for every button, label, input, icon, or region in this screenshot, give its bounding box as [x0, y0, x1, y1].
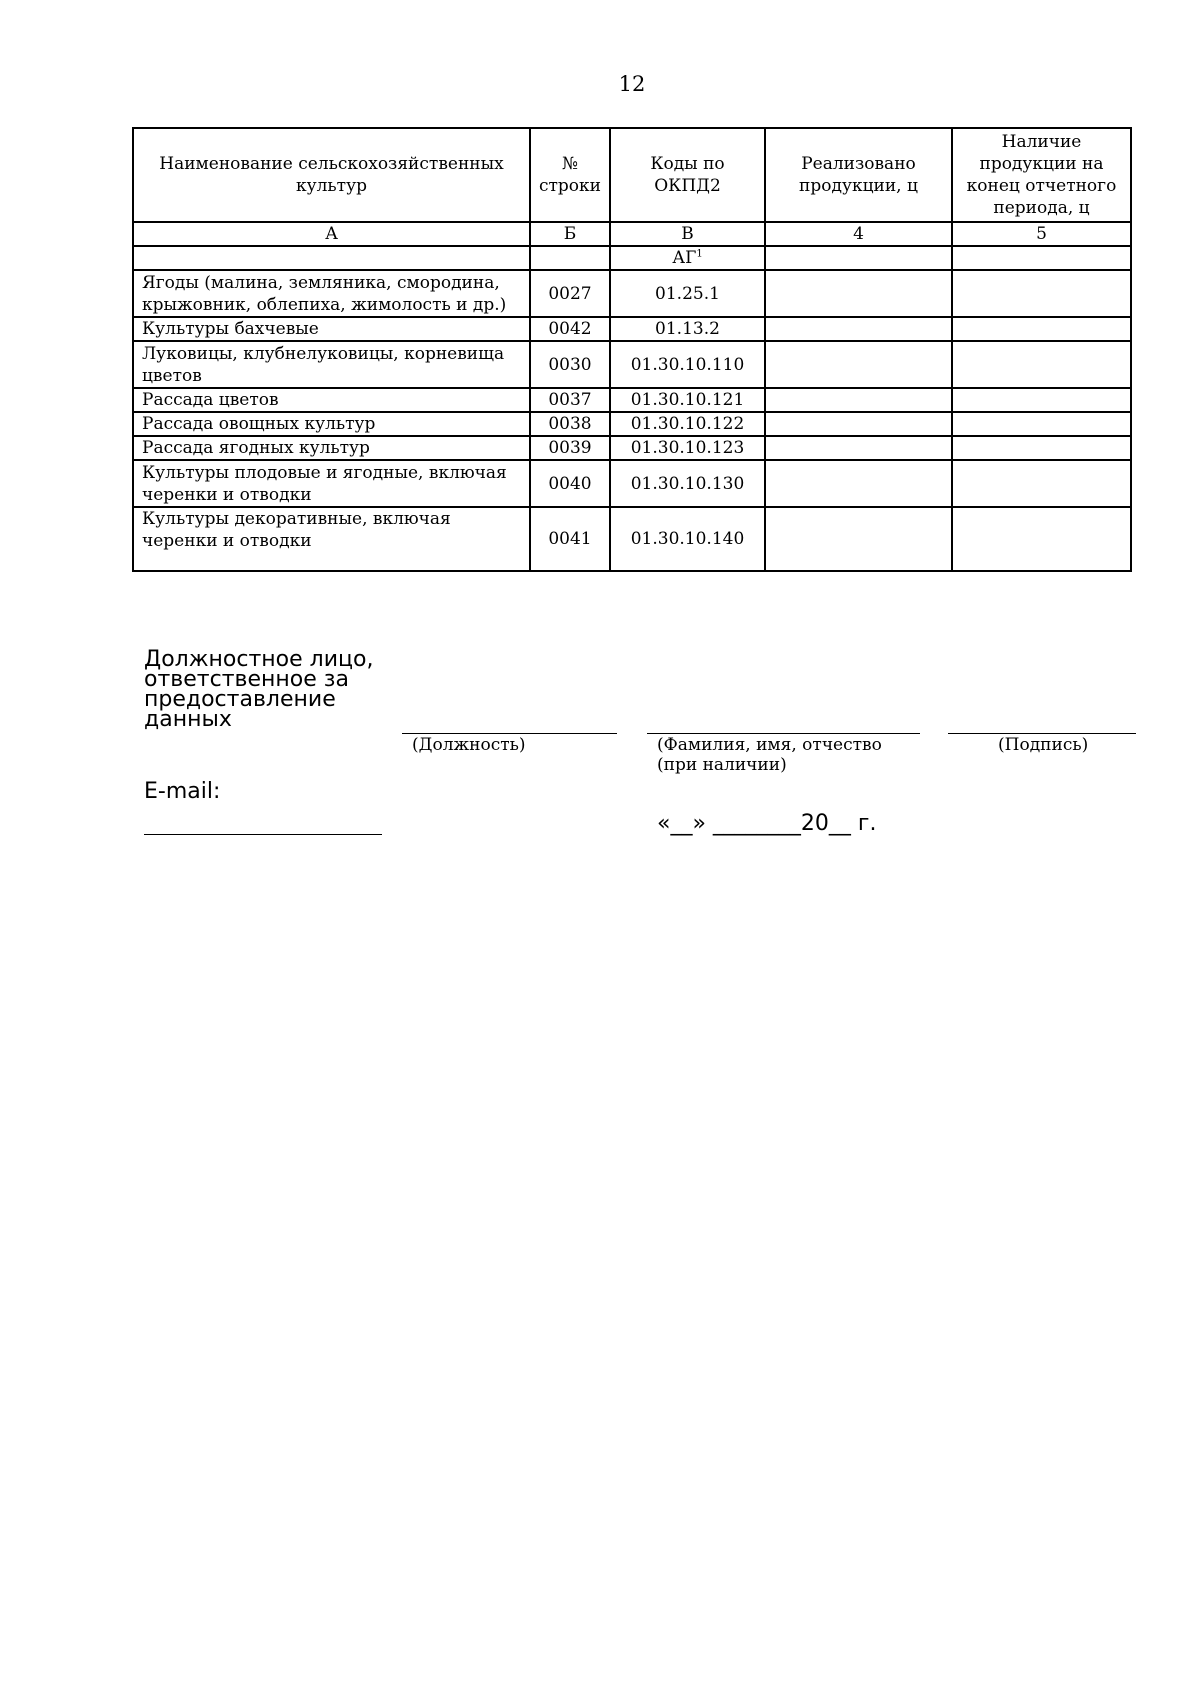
line-number-cell: 0037 — [530, 388, 610, 412]
empty-cell — [765, 246, 952, 270]
crop-name-cell: Рассада цветов — [133, 388, 530, 412]
footnote-marker: 1 — [696, 248, 703, 260]
signature-line[interactable] — [948, 733, 1136, 734]
okpd2-code-cell: 01.30.10.110 — [610, 341, 765, 388]
column-letter: 5 — [952, 222, 1131, 246]
okpd2-code-cell: 01.30.10.123 — [610, 436, 765, 460]
sold-input-cell[interactable] — [765, 388, 952, 412]
responsible-person-title: Должностное лицо, ответственное за предоставление данных — [144, 647, 374, 732]
stock-input-cell[interactable] — [952, 460, 1131, 507]
table-row — [133, 436, 1131, 460]
stock-input-cell[interactable] — [952, 317, 1131, 341]
stock-input-cell[interactable] — [952, 270, 1131, 317]
crop-name-cell: Культуры декоративные, включая черенки и отводки — [133, 507, 530, 571]
empty-cell — [133, 246, 530, 270]
full-name-caption: (Фамилия, имя, отчество (при наличии) — [657, 735, 882, 775]
stock-input-cell[interactable] — [952, 436, 1131, 460]
table-row — [133, 388, 1131, 412]
email-line[interactable] — [144, 834, 382, 835]
position-line[interactable] — [402, 733, 617, 734]
crop-name-cell: Луковицы, клубнелуковицы, корневища цветов — [133, 341, 530, 388]
page-number: 12 — [618, 72, 646, 96]
crop-name-cell: Культуры бахчевые — [133, 317, 530, 341]
empty-cell — [530, 246, 610, 270]
okpd2-code-cell: 01.30.10.130 — [610, 460, 765, 507]
production-table — [132, 127, 1132, 572]
empty-cell — [952, 246, 1131, 270]
header-stock: Наличие продукции на конец отчетного периода, ц — [952, 128, 1131, 222]
stock-input-cell[interactable] — [952, 341, 1131, 388]
table-row — [133, 460, 1131, 507]
line-number-cell: 0041 — [530, 507, 610, 571]
table-row — [133, 507, 1131, 571]
table-row — [133, 412, 1131, 436]
table-row — [133, 317, 1131, 341]
header-okpd2-codes: Коды по ОКПД2 — [610, 128, 765, 222]
line-number-cell: 0027 — [530, 270, 610, 317]
header-sold: Реализовано продукции, ц — [765, 128, 952, 222]
okpd2-code-cell: 01.30.10.122 — [610, 412, 765, 436]
line-number-cell: 0042 — [530, 317, 610, 341]
crop-name-cell: Рассада овощных культур — [133, 412, 530, 436]
signature-caption: (Подпись) — [998, 735, 1089, 755]
stock-input-cell[interactable] — [952, 412, 1131, 436]
line-number-cell: 0039 — [530, 436, 610, 460]
sold-input-cell[interactable] — [765, 317, 952, 341]
line-number-cell: 0040 — [530, 460, 610, 507]
sold-input-cell[interactable] — [765, 270, 952, 317]
okpd2-code-cell: 01.30.10.121 — [610, 388, 765, 412]
okpd2-code-cell: 01.13.2 — [610, 317, 765, 341]
column-letter: 4 — [765, 222, 952, 246]
header-crop-name: Наименование сельскохозяйственных культур — [133, 128, 530, 222]
column-letter: Б — [530, 222, 610, 246]
header-line-number: № строки — [530, 128, 610, 222]
stock-input-cell[interactable] — [952, 388, 1131, 412]
okpd2-code-cell: 01.25.1 — [610, 270, 765, 317]
column-letter: В — [610, 222, 765, 246]
stock-input-cell[interactable] — [952, 507, 1131, 571]
crop-name-cell: Ягоды (малина, земляника, смородина, крыжовник, облепиха, жимолость и др.) — [133, 270, 530, 317]
column-letters-row — [133, 222, 1131, 246]
position-caption: (Должность) — [412, 735, 526, 755]
full-name-line[interactable] — [647, 733, 920, 734]
line-number-cell: 0038 — [530, 412, 610, 436]
sold-input-cell[interactable] — [765, 436, 952, 460]
sold-input-cell[interactable] — [765, 341, 952, 388]
crop-name-cell: Рассада ягодных культур — [133, 436, 530, 460]
group-row — [133, 246, 1131, 270]
table-row — [133, 270, 1131, 317]
table-header-row — [133, 128, 1131, 222]
date-field[interactable]: «__» ________20__ г. — [657, 811, 877, 836]
column-letter: А — [133, 222, 530, 246]
sold-input-cell[interactable] — [765, 507, 952, 571]
sold-input-cell[interactable] — [765, 412, 952, 436]
okpd2-code-cell: 01.30.10.140 — [610, 507, 765, 571]
group-label-text: АГ — [672, 248, 697, 268]
group-label — [610, 246, 765, 270]
line-number-cell: 0030 — [530, 341, 610, 388]
sold-input-cell[interactable] — [765, 460, 952, 507]
table-row — [133, 341, 1131, 388]
crop-name-cell: Культуры плодовые и ягодные, включая черенки и отводки — [133, 460, 530, 507]
email-label: E-mail: — [144, 779, 221, 804]
